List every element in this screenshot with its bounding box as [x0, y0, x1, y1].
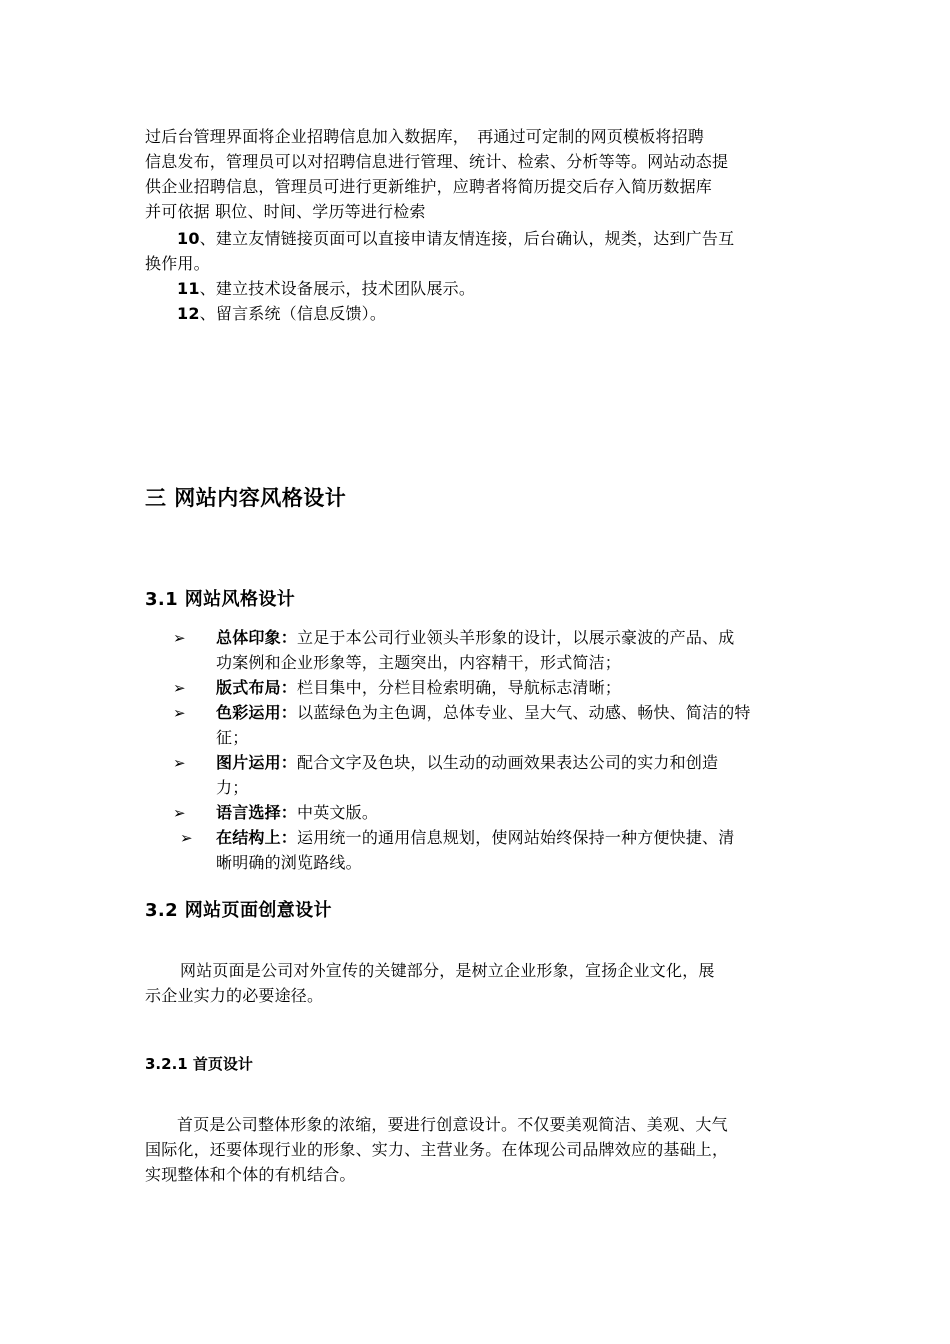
paragraph-line: 过后台管理界面将企业招聘信息加入数据库， 再通过可定制的网页模板将招聘	[145, 127, 705, 146]
bullet-arrow-icon: ➢	[173, 679, 186, 697]
bullet-arrow-icon: ➢	[180, 829, 193, 847]
bullet-label: 图片运用：	[216, 753, 298, 772]
bullet-item	[216, 800, 378, 825]
paragraph-line: 首页是公司整体形象的浓缩，要进行创意设计。不仅要美观简洁、美观、大气	[177, 1115, 728, 1134]
paragraph-line: 信息发布，管理员可以对招聘信息进行管理、统计、检索、分析等等。网站动态提	[145, 152, 729, 171]
numbered-item-12	[177, 301, 386, 326]
item-number: 10	[177, 229, 200, 248]
item-text: 、留言系统（信息反馈）。	[199, 304, 387, 323]
bullet-arrow-icon: ➢	[173, 629, 186, 647]
bullet-text: 立足于本公司行业领头羊形象的设计，以展示豪波的产品、成	[297, 628, 735, 647]
paragraph-line: 实现整体和个体的有机结合。	[145, 1165, 356, 1184]
bullet-text: 中英文版。	[297, 803, 379, 822]
bullet-text: 栏目集中，分栏目检索明确，导航标志清晰；	[297, 678, 622, 697]
paragraph-line: 网站页面是公司对外宣传的关键部分，是树立企业形象，宣扬企业文化，展	[180, 961, 715, 980]
paragraph-line: 并可依据 职位、时间、学历等进行检索	[145, 202, 426, 221]
bullet-item	[216, 625, 734, 650]
bullet-arrow-icon: ➢	[173, 704, 186, 722]
bullet-label: 色彩运用：	[216, 703, 298, 722]
bullet-label: 总体印象：	[216, 628, 298, 647]
bullet-arrow-icon: ➢	[173, 754, 186, 772]
bullet-item	[216, 825, 734, 850]
bullet-continuation: 晰明确的浏览路线。	[216, 853, 362, 872]
bullet-text: 配合文字及色块，以生动的动画效果表达公司的实力和创造	[297, 753, 719, 772]
item-continuation: 换作用。	[145, 254, 210, 273]
subsection-heading-3-2-1: 3.2.1 首页设计	[145, 1055, 253, 1073]
bullet-label: 语言选择：	[216, 803, 298, 822]
bullet-arrow-icon: ➢	[173, 804, 186, 822]
bullet-label: 版式布局：	[216, 678, 298, 697]
bullet-continuation: 功案例和企业形象等，主题突出，内容精干，形式简洁；	[216, 653, 622, 672]
paragraph-line: 国际化，还要体现行业的形象、实力、主营业务。在体现公司品牌效应的基础上，	[145, 1140, 729, 1159]
bullet-item	[216, 750, 718, 775]
numbered-item-11	[177, 276, 475, 301]
bullet-item	[216, 700, 751, 725]
item-number: 12	[177, 304, 200, 323]
paragraph-line: 示企业实力的必要途径。	[145, 986, 324, 1005]
bullet-continuation: 力；	[216, 778, 249, 797]
item-text: 、建立友情链接页面可以直接申请友情连接，后台确认，规类，达到广告互	[199, 229, 735, 248]
bullet-continuation: 征；	[216, 728, 249, 747]
paragraph-line: 供企业招聘信息，管理员可进行更新维护，应聘者将简历提交后存入简历数据库	[145, 177, 713, 196]
numbered-item-10	[177, 226, 734, 251]
subsection-heading-3-1: 3.1 网站风格设计	[145, 589, 296, 610]
bullet-text: 运用统一的通用信息规划，使网站始终保持一种方便快捷、清	[297, 828, 735, 847]
bullet-item	[216, 675, 621, 700]
bullet-text: 以蓝绿色为主色调，总体专业、呈大气、动感、畅快、简洁的特	[297, 703, 751, 722]
section-heading: 三 网站内容风格设计	[145, 486, 347, 510]
bullet-label: 在结构上：	[216, 828, 298, 847]
subsection-heading-3-2: 3.2 网站页面创意设计	[145, 900, 332, 921]
item-number: 11	[177, 279, 200, 298]
item-text: 、建立技术设备展示，技术团队展示。	[199, 279, 476, 298]
